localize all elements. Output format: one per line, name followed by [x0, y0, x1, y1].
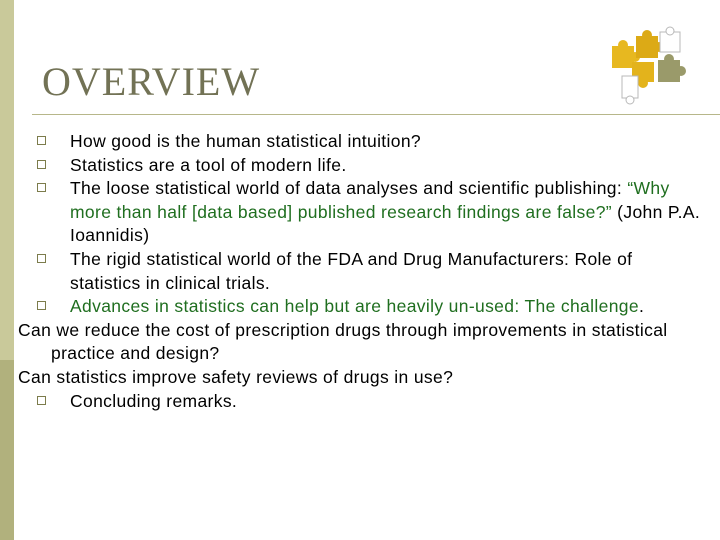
list-item [18, 390, 708, 414]
square-bullet-icon [37, 160, 46, 169]
list-item [18, 248, 708, 295]
list-item [18, 366, 708, 390]
quote-text: “Why more than half [data based] published research findings are false?” [70, 178, 670, 222]
highlight-text: Advances in statistics can help but are heavily un-used: The challenge [70, 296, 639, 317]
side-bar-lower-band [0, 360, 14, 540]
puzzle-piece-olive [658, 54, 686, 82]
title-divider [32, 114, 720, 115]
square-bullet-icon [37, 254, 46, 263]
list-item [18, 154, 708, 178]
list-item [18, 130, 708, 154]
list-item-text: Statistics are a tool of modern life. [70, 154, 347, 175]
list-item-text: The rigid statistical world of the FDA and Drug Manufacturers: Role of statistics in clinical trials. [70, 248, 633, 293]
slide-body [18, 130, 708, 413]
citation-text: (John P.A. Ioannidis) [70, 201, 701, 246]
list-item-end: . [638, 296, 645, 317]
list-item [18, 295, 708, 319]
square-bullet-icon [37, 301, 46, 310]
list-item-text: How good is the human statistical intuition? [70, 131, 422, 151]
puzzle-pieces-icon [604, 26, 690, 106]
puzzle-piece-outline-bottom [622, 76, 638, 104]
slide-title: OVERVIEW [42, 59, 261, 104]
list-item [18, 177, 708, 248]
list-item-text: Can we reduce the cost of prescription drugs through improvements in statistical practice and design? [18, 319, 668, 364]
list-item [18, 319, 708, 366]
square-bullet-icon [37, 396, 46, 405]
square-bullet-icon [37, 183, 46, 192]
puzzle-piece-outline-top [660, 27, 680, 52]
square-bullet-icon [37, 136, 46, 145]
list-item-text: Concluding remarks. [70, 390, 238, 411]
list-item-text: The loose statistical world of data analyses and scientific publishing: [70, 178, 623, 199]
list-item-text: Can statistics improve safety reviews of drugs in use? [18, 366, 454, 387]
